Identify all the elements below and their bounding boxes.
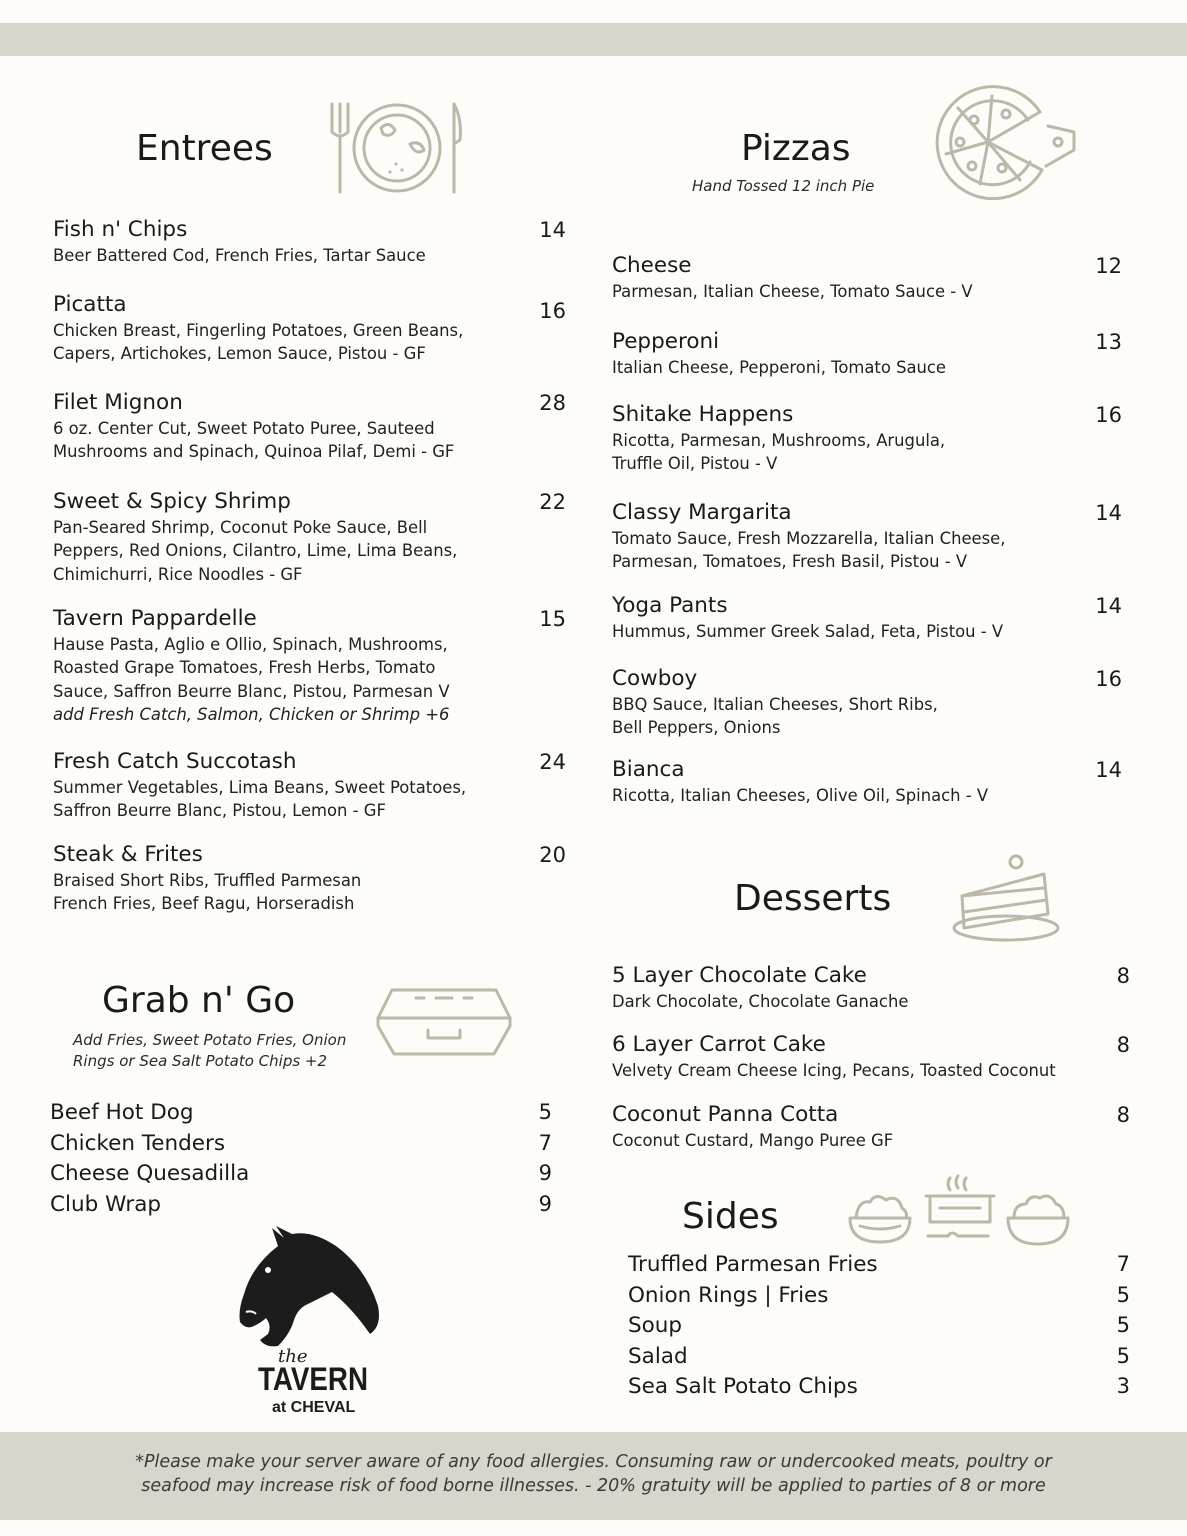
pizzas-item-description: Italian Cheese, Pepperoni, Tomato Sauce — [612, 358, 947, 377]
grab-item-name: Cheese Quesadilla — [50, 1161, 250, 1187]
pizzas-item — [612, 252, 973, 303]
grab-note-line: Rings or Sea Salt Potato Chips +2 — [73, 1052, 328, 1070]
pizzas-item-description: Ricotta, Parmesan, Mushrooms, Arugula, — [612, 431, 946, 450]
entrees-item — [53, 291, 463, 366]
sides-item-price: 5 — [1116, 1282, 1130, 1307]
entrees-item-description: Pan-Seared Shrimp, Coconut Poke Sauce, Bell — [53, 518, 428, 537]
logo-the: the — [278, 1346, 308, 1367]
entrees-item-description: Mushrooms and Spinach, Quinoa Pilaf, Demi - GF — [53, 442, 455, 462]
entrees-item — [53, 488, 457, 586]
pizzas-item-description: Hummus, Summer Greek Salad, Feta, Pistou - V — [612, 622, 1004, 641]
pizzas-item-price: 12 — [1095, 254, 1122, 278]
desserts-title: Desserts — [734, 878, 892, 919]
cake-slice-icon — [950, 852, 1064, 944]
pizzas-item — [612, 592, 1003, 643]
pizzas-subtitle: Hand Tossed 12 inch Pie — [692, 177, 875, 195]
sides-item-price: 5 — [1116, 1313, 1130, 1338]
pizzas-item-price: 14 — [1095, 594, 1122, 618]
pizzas-item-price: 14 — [1095, 758, 1122, 782]
grab-note — [73, 1030, 346, 1072]
entrees-item-addon-note: add Fresh Catch, Salmon, Chicken or Shrimp +6 — [53, 705, 450, 725]
pizzas-item — [612, 401, 945, 476]
entrees-item-description: Chimichurri, Rice Noodles - GF — [53, 564, 303, 584]
desserts-item-description: Coconut Custard, Mango Puree GF — [612, 1131, 894, 1150]
pizzas-item-name: Yoga Pants — [612, 593, 728, 618]
entrees-item-name: Steak & Frites — [53, 842, 203, 867]
desserts-item — [612, 1031, 1056, 1082]
entrees-item — [53, 216, 426, 267]
entrees-item-name: Fish n' Chips — [53, 217, 188, 242]
pizzas-item — [612, 665, 938, 740]
entrees-item-price: 22 — [539, 490, 566, 514]
entrees-item-description: Beer Battered Cod, French Fries, Tartar Sauce — [53, 246, 426, 265]
entrees-item-description: Roasted Grape Tomatoes, Fresh Herbs, Tomato — [53, 658, 436, 678]
pizzas-item-name: Pepperoni — [612, 329, 720, 354]
desserts-item — [612, 1101, 893, 1152]
entrees-item-name: Picatta — [53, 292, 127, 317]
desserts-item-price: 8 — [1116, 1033, 1130, 1057]
sides-item-price: 7 — [1116, 1252, 1130, 1276]
entrees-item-price: 28 — [539, 391, 566, 415]
desserts-item-price: 8 — [1116, 1103, 1130, 1127]
grab-item-name: Beef Hot Dog — [50, 1100, 194, 1125]
grab-title: Grab n' Go — [102, 980, 296, 1021]
pizzas-item-name: Shitake Happens — [612, 402, 794, 427]
entrees-item — [53, 389, 454, 464]
pizza-icon — [928, 84, 1080, 204]
pizzas-item-price: 16 — [1095, 667, 1122, 691]
entrees-item-description: French Fries, Beef Ragu, Horseradish — [53, 894, 355, 914]
desserts-item-description: Velvety Cream Cheese Icing, Pecans, Toasted Coconut — [612, 1061, 1056, 1080]
grab-item-name: Club Wrap — [50, 1191, 162, 1217]
grab-item-price: 9 — [538, 1191, 552, 1216]
pizzas-item-price: 16 — [1095, 403, 1122, 427]
sides-item-name: Truffled Parmesan Fries — [628, 1252, 878, 1277]
entrees-item — [53, 841, 361, 916]
grab-item-price: 7 — [538, 1130, 552, 1155]
entrees-item-description: Braised Short Ribs, Truffled Parmesan — [53, 871, 362, 890]
desserts-item-name: 6 Layer Carrot Cake — [612, 1032, 826, 1057]
pizzas-item — [612, 499, 1005, 574]
entrees-item-description: Hause Pasta, Aglio e Ollio, Spinach, Mushrooms, — [53, 635, 448, 654]
sides-item-name: Soup — [628, 1313, 683, 1339]
entrees-item-description: Peppers, Red Onions, Cilantro, Lime, Lima Beans, — [53, 541, 458, 561]
desserts-item-description: Dark Chocolate, Chocolate Ganache — [612, 992, 909, 1011]
plate-cutlery-icon — [326, 98, 468, 198]
pizzas-item-name: Cowboy — [612, 666, 698, 691]
pizzas-item — [612, 328, 946, 379]
pizzas-item-name: Bianca — [612, 757, 685, 782]
pizzas-item-name: Cheese — [612, 253, 692, 278]
entrees-item-name: Tavern Pappardelle — [53, 606, 257, 631]
grab-note-line: Add Fries, Sweet Potato Fries, Onion — [73, 1031, 347, 1049]
pizzas-title: Pizzas — [741, 128, 851, 169]
grab-item-price: 9 — [538, 1161, 552, 1186]
desserts-item — [612, 962, 908, 1013]
entrees-item-price: 14 — [539, 218, 566, 242]
pizzas-item-name: Classy Margarita — [612, 500, 792, 525]
desserts-item-name: Coconut Panna Cotta — [612, 1102, 839, 1127]
sides-item-name: Sea Salt Potato Chips — [628, 1374, 858, 1400]
top-band — [0, 23, 1187, 56]
desserts-item-price: 8 — [1116, 964, 1130, 988]
entrees-item-name: Filet Mignon — [53, 390, 183, 415]
logo-tavern: TAVERN — [258, 1361, 368, 1397]
entrees-item-description: Saffron Beurre Blanc, Pistou, Lemon - GF — [53, 801, 386, 821]
entrees-item-description: Capers, Artichokes, Lemon Sauce, Pistou - GF — [53, 344, 426, 364]
entrees-item-price: 15 — [539, 607, 566, 631]
pizzas-item-description: Tomato Sauce, Fresh Mozzarella, Italian Cheese, — [612, 529, 1006, 548]
entrees-item-description: 6 oz. Center Cut, Sweet Potato Puree, Sauteed — [53, 419, 435, 438]
allergy-notice-line: seafood may increase risk of food borne illnesses. - 20% gratuity will be applied to parties of 8 or more — [141, 1476, 1046, 1496]
entrees-item-price: 20 — [539, 843, 566, 867]
entrees-item-description: Summer Vegetables, Lima Beans, Sweet Potatoes, — [53, 778, 467, 797]
entrees-title: Entrees — [136, 128, 273, 169]
logo-at-cheval: at CHEVAL — [272, 1399, 356, 1416]
allergy-notice-line: *Please make your server aware of any food allergies. Consuming raw or undercooked meats, poultry or — [135, 1452, 1052, 1472]
desserts-item-name: 5 Layer Chocolate Cake — [612, 963, 867, 988]
sides-item-name: Salad — [628, 1343, 688, 1369]
allergy-notice — [60, 1450, 1127, 1498]
pizzas-item-description: Bell Peppers, Onions — [612, 718, 781, 738]
sides-dishes-icon — [846, 1174, 1070, 1248]
takeout-box-icon — [374, 984, 514, 1060]
pizzas-item-description: BBQ Sauce, Italian Cheeses, Short Ribs, — [612, 695, 938, 714]
pizzas-item-price: 13 — [1095, 330, 1122, 354]
pizzas-item-description: Parmesan, Tomatoes, Fresh Basil, Pistou - V — [612, 552, 968, 572]
pizzas-item-price: 14 — [1095, 501, 1122, 525]
sides-title: Sides — [682, 1196, 779, 1237]
sides-item-price: 5 — [1116, 1343, 1130, 1368]
pizzas-item — [612, 756, 988, 807]
entrees-item-name: Fresh Catch Succotash — [53, 749, 297, 774]
entrees-item-name: Sweet & Spicy Shrimp — [53, 489, 291, 514]
grab-item-name: Chicken Tenders — [50, 1130, 226, 1156]
entrees-item-price: 16 — [539, 299, 566, 323]
entrees-item-price: 24 — [539, 750, 566, 774]
sides-item-name: Onion Rings | Fries — [628, 1282, 829, 1308]
grab-item-price: 5 — [538, 1100, 552, 1124]
sides-item-price: 3 — [1116, 1374, 1130, 1399]
tavern-horse-logo — [232, 1222, 384, 1418]
entrees-item-description: Sauce, Saffron Beurre Blanc, Pistou, Parmesan V — [53, 681, 450, 701]
pizzas-item-description: Parmesan, Italian Cheese, Tomato Sauce - V — [612, 282, 973, 301]
entrees-item — [53, 748, 466, 823]
entrees-item — [53, 605, 450, 727]
pizzas-item-description: Ricotta, Italian Cheeses, Olive Oil, Spinach - V — [612, 786, 989, 805]
pizzas-item-description: Truffle Oil, Pistou - V — [612, 454, 778, 474]
entrees-item-description: Chicken Breast, Fingerling Potatoes, Green Beans, — [53, 321, 464, 340]
